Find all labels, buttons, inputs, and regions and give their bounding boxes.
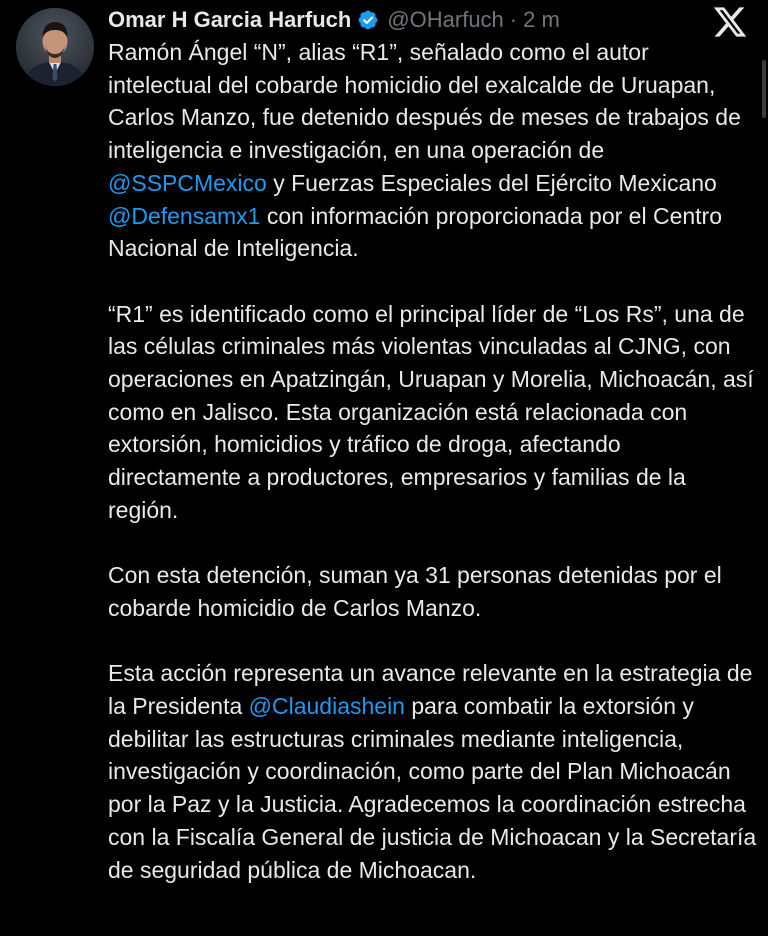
paragraph-gap: [108, 625, 758, 658]
paragraph-text: Con esta detención, suman ya 31 personas detenidas por el cobarde homicidio de Carlos Manzo.: [108, 562, 722, 621]
author-display-name[interactable]: Omar H Garcia Harfuch: [108, 7, 352, 32]
paragraph-text: para combatir la extorsión y debilitar las estructuras criminales mediante inteligencia, investigación y coordinación, como parte del Plan Michoacán por la Paz y la Justicia. Agradecemos la coordinación estrecha con la Fiscalía General de justicia de Michoacan y la Secretaría de seguridad pública de Michoacan.: [108, 693, 757, 883]
tweet-paragraph: [108, 657, 758, 886]
paragraph-gap: [108, 265, 758, 298]
mention-link-defensamx1[interactable]: @Defensamx1: [108, 202, 261, 229]
mention-link-claudiashein[interactable]: @Claudiashein: [248, 693, 405, 720]
verified-badge-icon: [357, 9, 379, 31]
header-separator: ·: [509, 7, 518, 32]
paragraph-text: y Fuerzas Especiales del Ejército Mexicano: [266, 169, 717, 196]
tweet-paragraph: [108, 298, 758, 527]
tweet-timestamp[interactable]: 2 m: [523, 7, 560, 32]
tweet-header: [108, 4, 560, 36]
author-handle[interactable]: @OHarfuch: [387, 7, 504, 32]
tweet-text: [108, 36, 758, 886]
avatar-photo: [16, 8, 94, 86]
tweet-paragraph: [108, 36, 758, 265]
mention-link-sspcmexico[interactable]: @SSPCMexico: [108, 169, 267, 196]
paragraph-text: con información proporcionada por el Centro Nacional de Inteligencia.: [108, 202, 723, 262]
paragraph-gap: [108, 527, 758, 560]
paragraph-text: “R1” es identificado como el principal líder de “Los Rs”, una de las células criminales más violentas vinculadas al CJNG, con operaciones en Apatzingán, Uruapan y Morelia, Michoacán, así como en Jalisco. Esta organización está relacionada con extorsión, homicidios y tráfico de droga, afectando directamente a productores, empresarios y familias de la región.: [108, 300, 754, 523]
paragraph-text: Esta acción representa un avance relevante en la estrategia de la Presidenta: [108, 660, 753, 720]
scrollbar-thumb[interactable]: [762, 60, 766, 118]
x-logo-icon[interactable]: [712, 4, 748, 40]
avatar[interactable]: [16, 8, 94, 86]
tweet-paragraph: [108, 559, 758, 624]
paragraph-text: Ramón Ángel “N”, alias “R1”, señalado como el autor intelectual del cobarde homicidio del exalcalde de Uruapan, Carlos Manzo, fue detenido después de meses de trabajos de inteligencia e investigación, en una operación de: [108, 39, 741, 164]
